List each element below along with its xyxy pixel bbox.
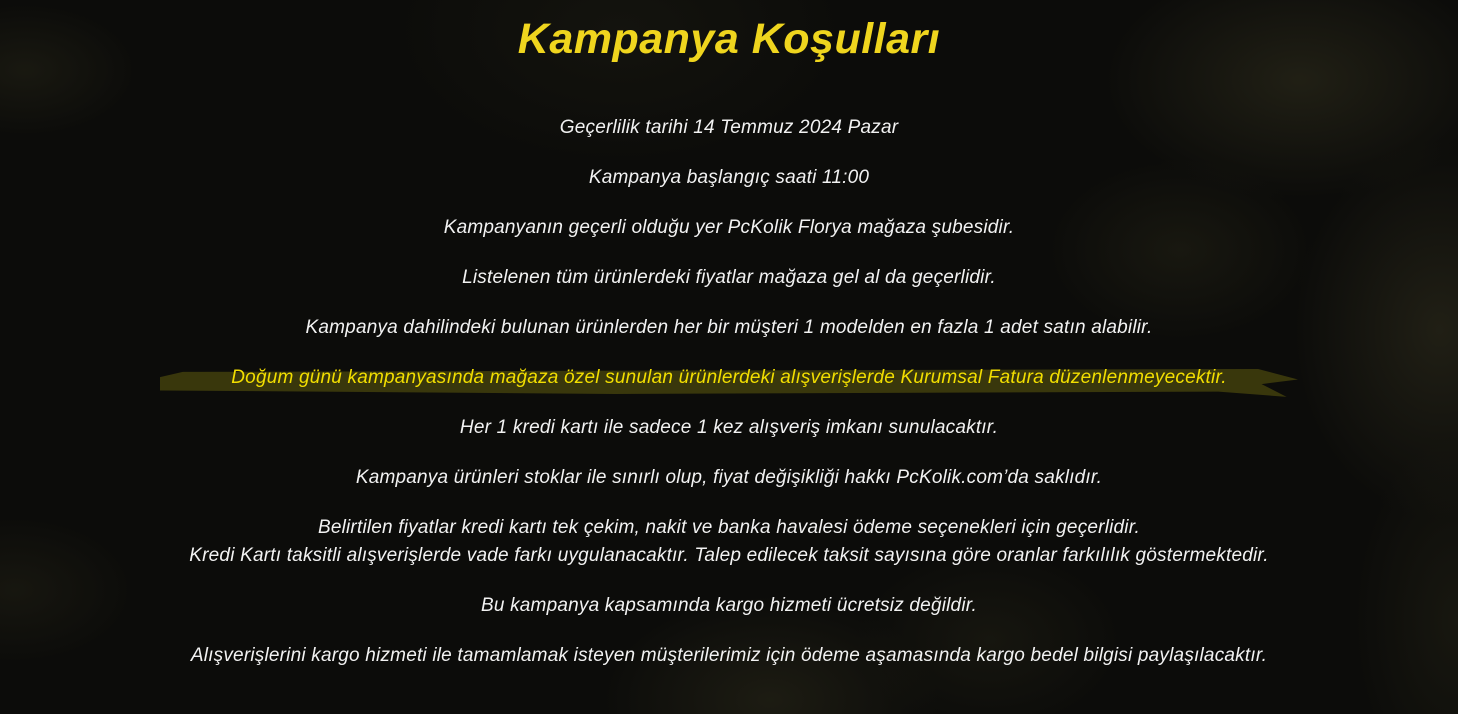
term-text: Kampanya dahilindeki bulunan ürünlerden her bir müşteri 1 modelden en fazla 1 adet satın alabilir.	[305, 317, 1153, 338]
term-line-stock-disclaimer	[0, 466, 1458, 490]
term-line-pickup-prices	[0, 266, 1458, 290]
term-line-store-location	[0, 216, 1458, 240]
term-text: Belirtilen fiyatlar kredi kartı tek çekim, nakit ve banka havalesi ödeme seçenekleri için geçerlidir.	[317, 517, 1141, 538]
term-line-validity-date	[0, 116, 1458, 140]
term-line-payment-methods	[0, 516, 1458, 540]
term-text: Her 1 kredi kartı ile sadece 1 kez alışveriş imkanı sunulacaktır.	[459, 417, 999, 438]
term-line-start-time	[0, 166, 1458, 190]
page-title: Kampanya Koşulları	[517, 15, 941, 63]
term-line-purchase-limit	[0, 316, 1458, 340]
term-line-shipping-not-free	[0, 594, 1458, 618]
term-text: Kampanya başlangıç saati 11:00	[588, 167, 870, 188]
term-text: Kampanyanın geçerli olduğu yer PcKolik Florya mağaza şubesidir.	[443, 217, 1015, 238]
term-line-shipping-cost-info	[0, 644, 1458, 668]
term-text: Alışverişlerini kargo hizmeti ile tamamlamak isteyen müşterilerimiz için ödeme aşamasında kargo bedel bilgisi paylaşılacaktır.	[190, 645, 1268, 666]
term-text: Listelenen tüm ürünlerdeki fiyatlar mağaza gel al da geçerlidir.	[462, 267, 996, 288]
term-line-corporate-invoice-highlighted	[0, 366, 1458, 390]
term-text: Kredi Kartı taksitli alışverişlerde vade farkı uygulanacaktır. Talep edilecek taksit sayısına göre oranlar farkılılık göstermektedir.	[189, 545, 1269, 566]
term-line-credit-card-limit	[0, 416, 1458, 440]
term-text: Doğum günü kampanyasında mağaza özel sunulan ürünlerdeki alışverişlerde Kurumsal Fatura düzenlenmeyecektir.	[231, 367, 1227, 388]
term-line-installment-interest	[0, 544, 1458, 568]
term-text: Geçerlilik tarihi 14 Temmuz 2024 Pazar	[559, 117, 899, 138]
term-text: Bu kampanya kapsamında kargo hizmeti ücretsiz değildir.	[480, 595, 978, 616]
terms-list	[0, 116, 1458, 668]
term-text: Kampanya ürünleri stoklar ile sınırlı olup, fiyat değişikliği hakkı PcKolik.com’da saklıdır.	[355, 467, 1103, 488]
